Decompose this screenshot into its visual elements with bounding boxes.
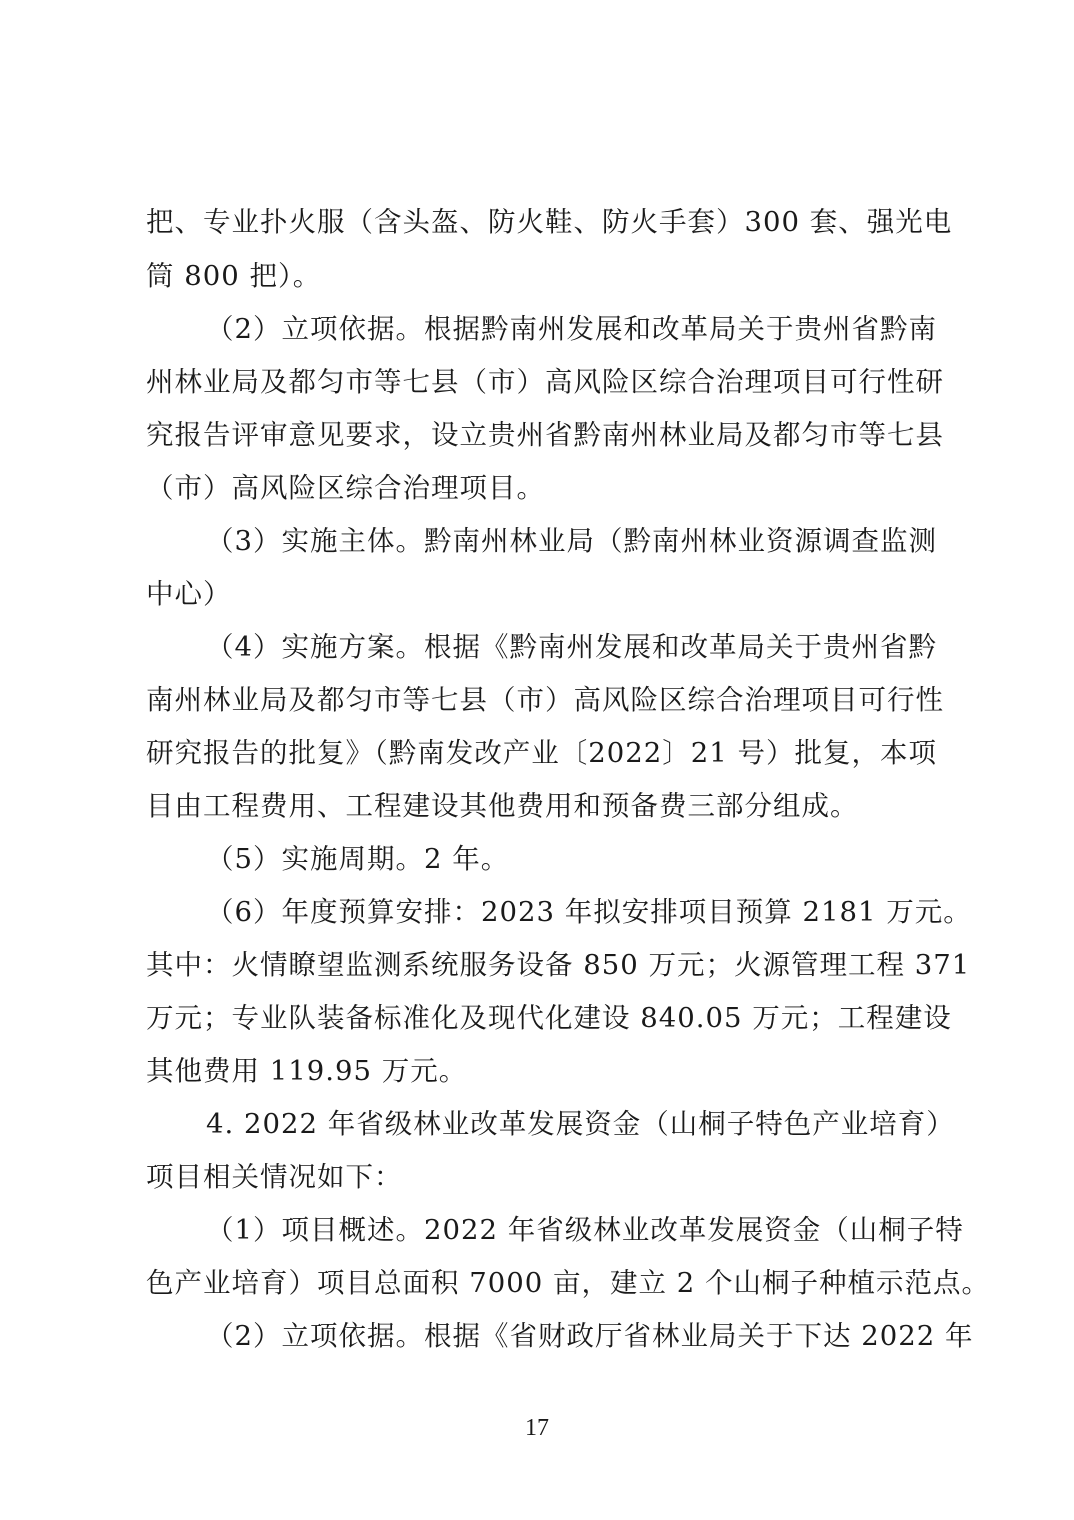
- text-line: 目由工程费用、工程建设其他费用和预备费三部分组成。: [146, 790, 859, 822]
- paragraph-start: （2）立项依据。根据《省财政厅省林业局关于下达 2022 年: [206, 1320, 974, 1352]
- text-line: 色产业培育）项目总面积 7000 亩，建立 2 个山桐子种植示范点。: [146, 1267, 990, 1299]
- text-line: 项目相关情况如下：: [146, 1161, 403, 1193]
- text-line: 其他费用 119.95 万元。: [146, 1055, 468, 1087]
- text-line: 南州林业局及都匀市等七县（市）高风险区综合治理项目可行性: [146, 684, 944, 716]
- paragraph-start: （3）实施主体。黔南州林业局（黔南州林业资源调查监测: [206, 525, 937, 557]
- page-number: 17: [525, 1415, 549, 1441]
- text-line: （市）高风险区综合治理项目。: [146, 472, 545, 504]
- section-heading: 4. 2022 年省级林业改革发展资金（山桐子特色产业培育）: [206, 1108, 955, 1140]
- paragraph-start: （5）实施周期。2 年。: [206, 843, 510, 875]
- text-line: 把、专业扑火服（含头盔、防火鞋、防火手套）300 套、强光电: [146, 206, 953, 238]
- text-line: 中心）: [146, 578, 232, 610]
- paragraph-start: （1）项目概述。2022 年省级林业改革发展资金（山桐子特: [206, 1214, 964, 1246]
- paragraph-start: （6）年度预算安排：2023 年拟安排项目预算 2181 万元。: [206, 896, 972, 928]
- text-line: 万元；专业队装备标准化及现代化建设 840.05 万元；工程建设: [146, 1002, 952, 1034]
- text-line: 其中：火情瞭望监测系统服务设备 850 万元；火源管理工程 371: [146, 949, 971, 981]
- text-line: 筒 800 把）。: [146, 260, 322, 292]
- text-line: 州林业局及都匀市等七县（市）高风险区综合治理项目可行性研: [146, 366, 944, 398]
- paragraph-start: （2）立项依据。根据黔南州发展和改革局关于贵州省黔南: [206, 313, 937, 345]
- text-line: 研究报告的批复》（黔南发改产业〔2022〕21 号）批复，本项: [146, 737, 937, 769]
- text-line: 究报告评审意见要求，设立贵州省黔南州林业局及都匀市等七县: [146, 419, 944, 451]
- paragraph-start: （4）实施方案。根据《黔南州发展和改革局关于贵州省黔: [206, 631, 937, 663]
